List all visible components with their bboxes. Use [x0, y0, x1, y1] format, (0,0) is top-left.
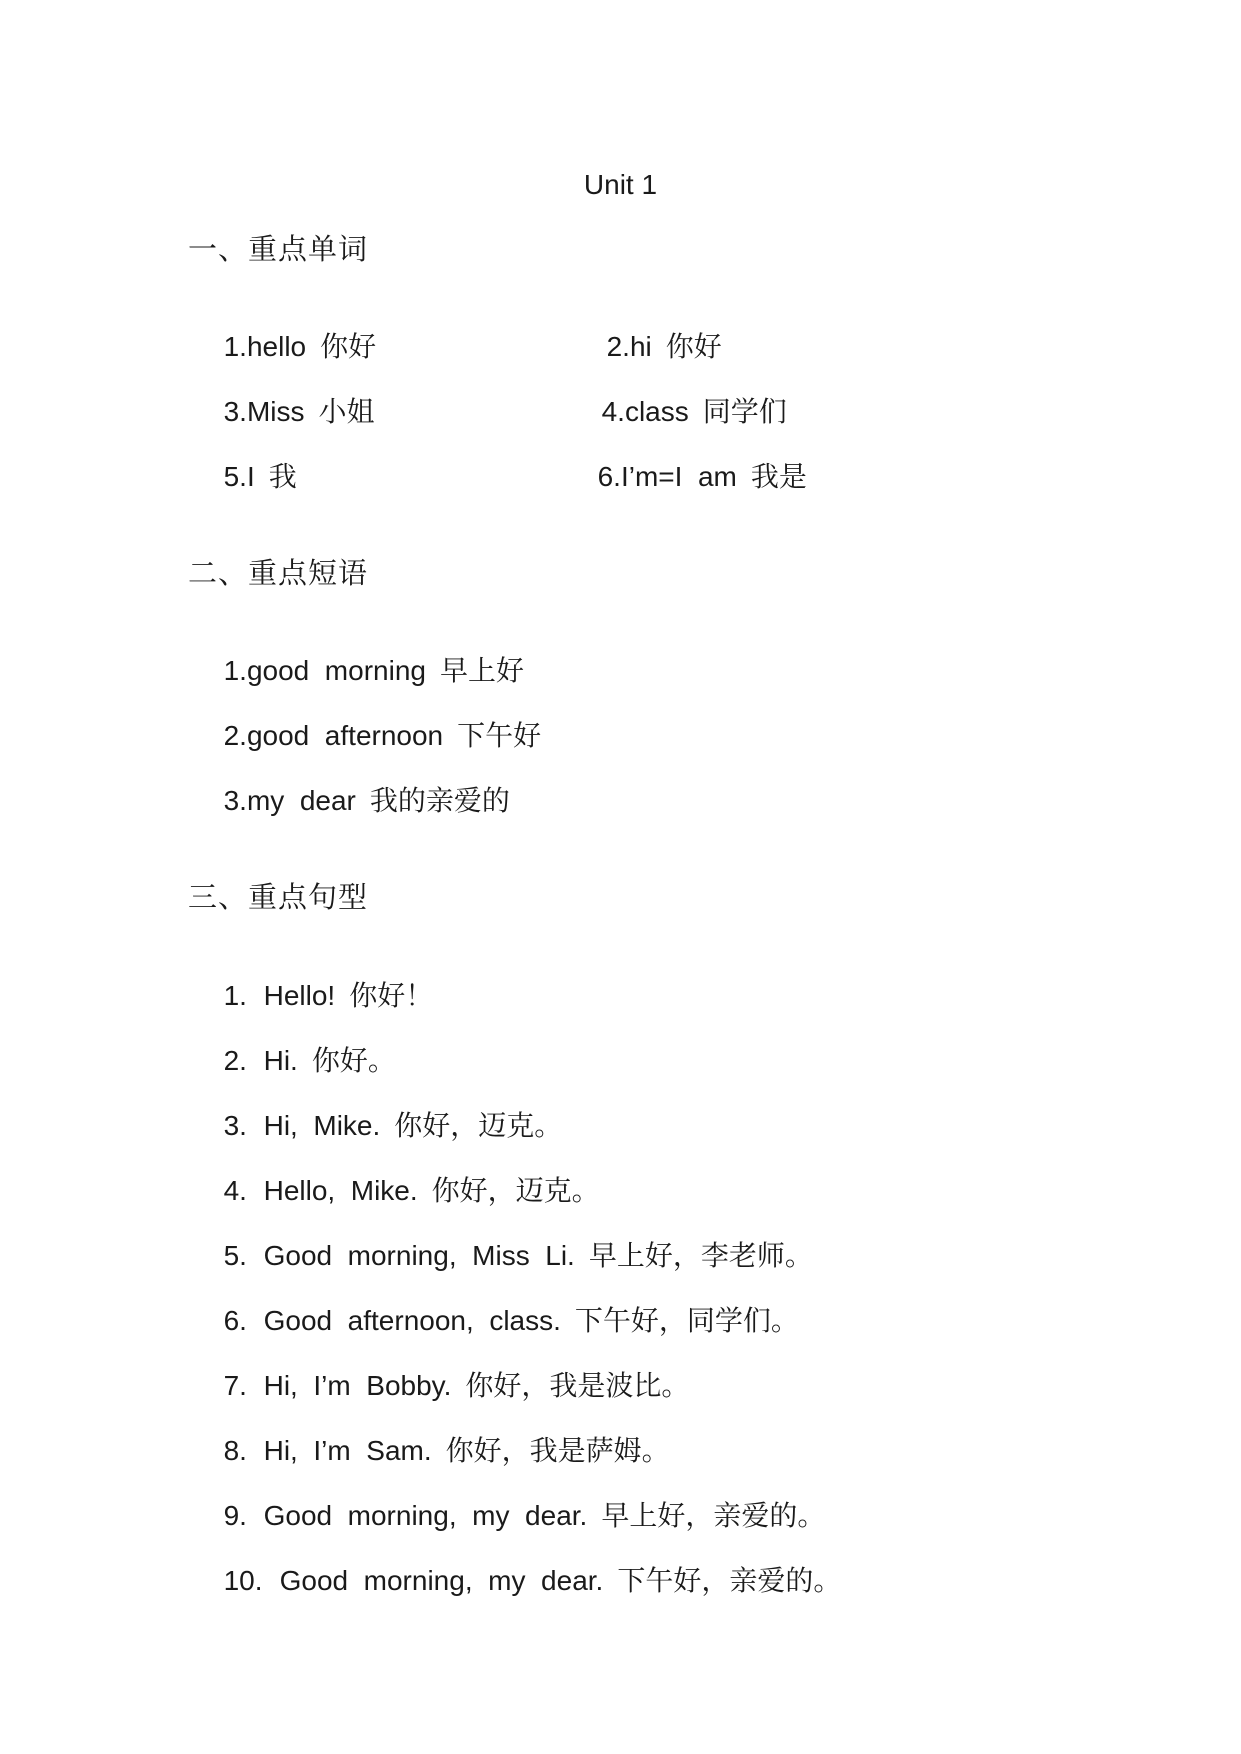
sentence-en: Good morning, Miss Li.	[263, 1240, 575, 1271]
phrase-en: 3.my dear	[223, 785, 356, 816]
section-heading-sentences: 三、重点句型	[188, 880, 369, 914]
word-item	[562, 426, 807, 528]
sentence-number: 7.	[223, 1370, 247, 1401]
word-zh: 你好	[665, 330, 722, 363]
word-zh: 你好	[320, 330, 377, 363]
sentence-zh: 下午好，亲爱的。	[617, 1564, 842, 1597]
sentence-number: 10.	[223, 1565, 263, 1596]
sentence-number: 3.	[223, 1110, 247, 1141]
sentence-en: Hello!	[263, 980, 336, 1011]
word-item	[188, 426, 297, 528]
sentence-number: 6.	[223, 1305, 247, 1336]
sentence-zh: 早上好，亲爱的。	[601, 1499, 826, 1532]
word-zh: 我	[268, 460, 297, 493]
sentence-number: 4.	[223, 1175, 247, 1206]
page-title: Unit 1	[583, 169, 658, 200]
section-heading-words: 一、重点单词	[188, 232, 369, 266]
sentence-number: 2.	[223, 1045, 247, 1076]
sentence-zh: 你好。	[311, 1044, 396, 1077]
word-en: 5.I	[223, 461, 255, 492]
sentence-en: Good afternoon, class.	[263, 1305, 561, 1336]
phrase-zh: 下午好	[457, 719, 542, 752]
sentence-number: 5.	[223, 1240, 247, 1271]
sentence-en: Hi, I’m Bobby.	[263, 1370, 452, 1401]
sentence-en: Hi.	[263, 1045, 298, 1076]
phrase-item	[188, 750, 510, 852]
sentence-number: 9.	[223, 1500, 247, 1531]
word-en: 4.class	[601, 396, 689, 427]
sentence-zh: 你好，迈克。	[394, 1109, 563, 1142]
sentence-en: Hi, Mike.	[263, 1110, 381, 1141]
sentence-zh: 你好，我是萨姆。	[445, 1434, 670, 1467]
sentence-en: Hello, Mike.	[263, 1175, 418, 1206]
sentence-item	[188, 1530, 841, 1632]
word-en: 3.Miss	[223, 396, 305, 427]
sentence-en: Hi, I’m Sam.	[263, 1435, 432, 1466]
word-zh: 我是	[750, 460, 807, 493]
sentence-zh: 你好，迈克。	[431, 1174, 600, 1207]
sentence-zh: 你好，我是波比。	[465, 1369, 690, 1402]
section-heading-phrases: 二、重点短语	[188, 556, 369, 590]
sentence-zh: 下午好，同学们。	[574, 1304, 799, 1337]
sentence-en: Good morning, my dear.	[279, 1565, 604, 1596]
sentence-number: 1.	[223, 980, 247, 1011]
sentence-zh: 早上好，李老师。	[588, 1239, 813, 1272]
word-zh: 小姐	[318, 395, 375, 428]
word-en: 6.I’m=I am	[597, 461, 737, 492]
word-en: 1.hello	[223, 331, 307, 362]
sentence-en: Good morning, my dear.	[263, 1500, 588, 1531]
sentence-zh: 你好！	[349, 979, 434, 1012]
phrase-zh: 早上好	[439, 654, 524, 687]
word-zh: 同学们	[702, 395, 787, 428]
sentence-number: 8.	[223, 1435, 247, 1466]
phrase-en: 2.good afternoon	[223, 720, 444, 751]
word-en: 2.hi	[606, 331, 652, 362]
phrase-zh: 我的亲爱的	[369, 784, 510, 817]
phrase-en: 1.good morning	[223, 655, 426, 686]
